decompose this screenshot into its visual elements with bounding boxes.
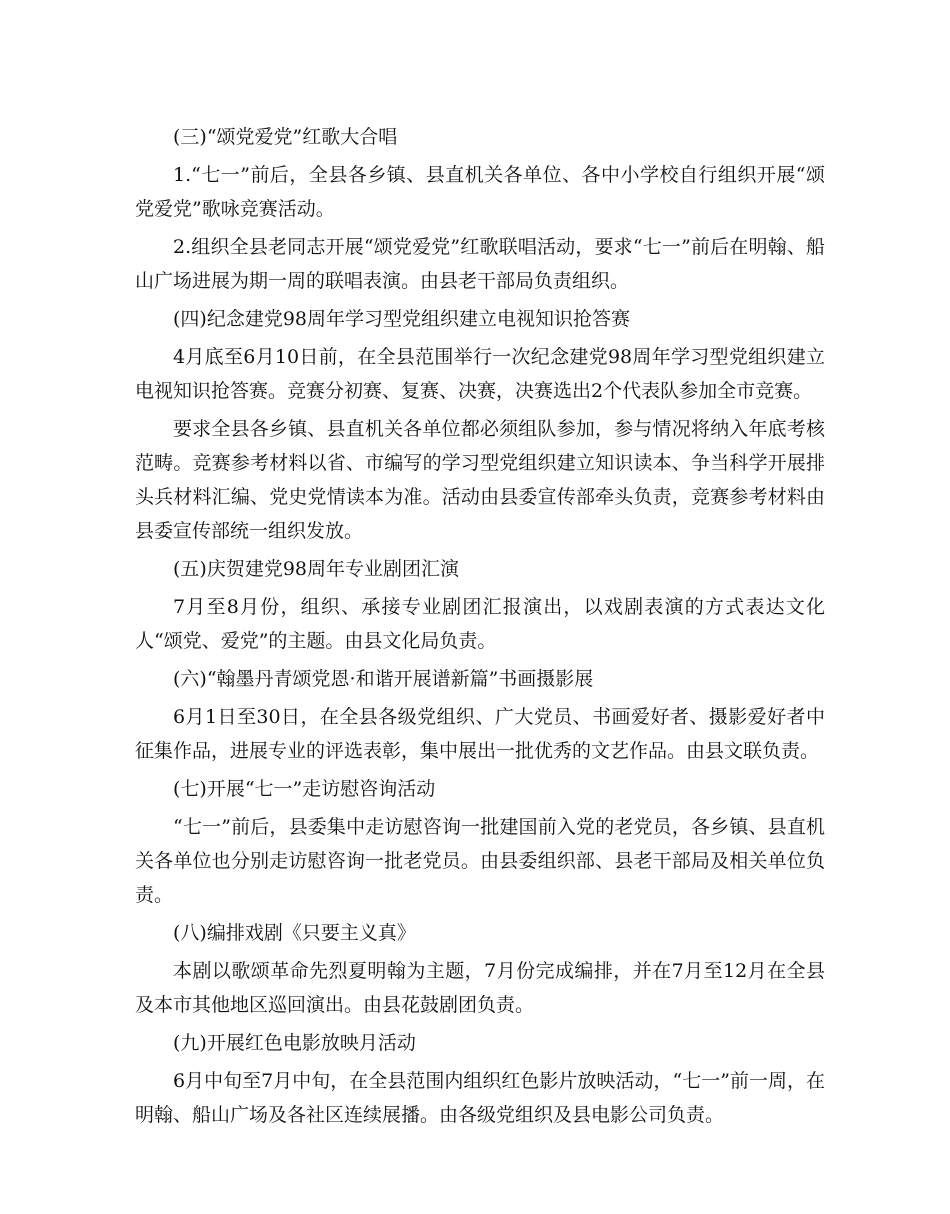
paragraph: 6月1日至30日，在全县各级党组织、广大党员、书画爱好者、摄影爱好者中征集作品，进展专业的评选表彰，集中展出一批优秀的文艺作品。由县文联负责。 [135,706,825,762]
paragraph: 7月至8月份，组织、承接专业剧团汇报演出，以戏剧表演的方式表达文化人“颂党、爱党”的主题。由县文化局负责。 [135,596,825,652]
section-heading: (五)庆贺建党98周年专业剧团汇演 [173,558,460,580]
paragraph: 6月中旬至7月中旬，在全县范围内组织红色影片放映活动，“七一”前一周，在明翰、船山广场及各社区连续展播。由各级党组织及县电影公司负责。 [135,1070,825,1126]
section-heading: (三)“颂党爱党”红歌大合唱 [173,126,398,148]
paragraph: 2.组织全县老同志开展“颂党爱党”红歌联唱活动，要求“七一”前后在明翰、船山广场进展为期一周的联唱表演。由县老干部局负责组织。 [135,236,825,292]
section-heading: (七)开展“七一”走访慰咨询活动 [173,778,436,800]
section-heading: (四)纪念建党98周年学习型党组织建立电视知识抢答赛 [173,308,631,330]
paragraph: “七一”前后，县委集中走访慰咨询一批建国前入党的老党员，各乡镇、县直机关各单位也分别走访慰咨询一批老党员。由县委组织部、县老干部局及相关单位负责。 [135,816,825,906]
section-heading: (九)开展红色电影放映月活动 [173,1032,416,1054]
section-heading: (八)编排戏剧《只要主义真》 [173,922,416,944]
section-heading: (六)“翰墨丹青颂党恩·和谐开展谱新篇”书画摄影展 [173,668,594,690]
paragraph: 本剧以歌颂革命先烈夏明翰为主题，7月份完成编排，并在7月至12月在全县及本市其他地区巡回演出。由县花鼓剧团负责。 [135,960,825,1016]
paragraph: 1.“七一”前后，全县各乡镇、县直机关各单位、各中小学校自行组织开展“颂党爱党”歌咏竞赛活动。 [135,164,825,220]
paragraph: 4月底至6月10日前，在全县范围举行一次纪念建党98周年学习型党组织建立电视知识抢答赛。竞赛分初赛、复赛、决赛，决赛选出2个代表队参加全市竞赛。 [135,346,825,402]
paragraph: 要求全县各乡镇、县直机关各单位都必须组队参加，参与情况将纳入年底考核范畴。竞赛参考材料以省、市编写的学习型党组织建立知识读本、争当科学开展排头兵材料汇编、党史党情读本为准。活动由县委宣传部牵头负责，竞赛参考材料由县委宣传部统一组织发放。 [135,418,825,542]
document-body [135,120,825,1136]
